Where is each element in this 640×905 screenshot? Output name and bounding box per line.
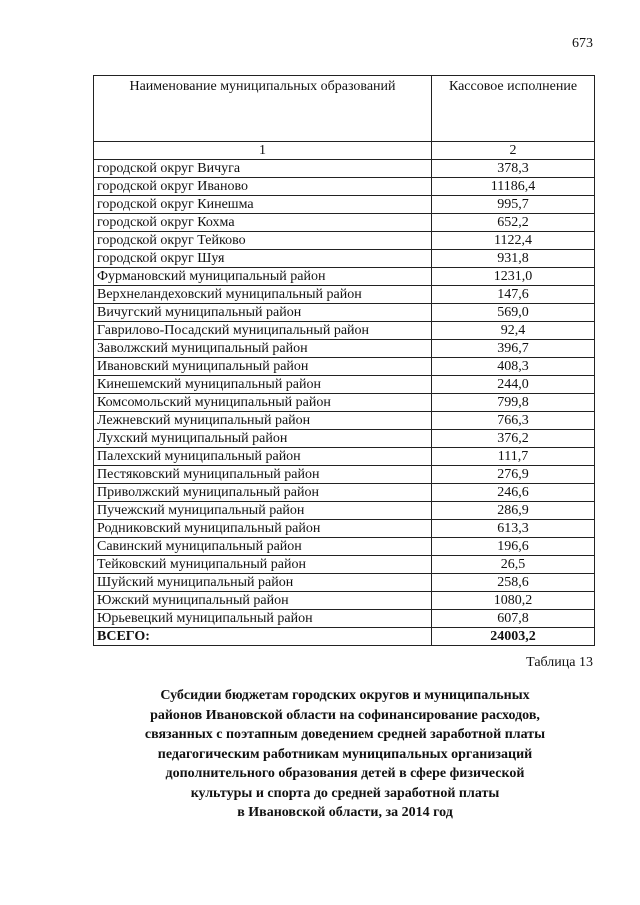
cash-execution-value: 258,6 [432,574,595,592]
column-number: 2 [432,142,595,160]
cash-execution-value: 26,5 [432,556,595,574]
cash-execution-value: 244,0 [432,376,595,394]
municipality-name: Комсомольский муниципальный район [94,394,432,412]
header-cash-execution: Кассовое исполнение [432,76,595,142]
municipality-name: Тейковский муниципальный район [94,556,432,574]
table-row [94,484,595,502]
cash-execution-value: 92,4 [432,322,595,340]
cash-execution-value: 1080,2 [432,592,595,610]
municipality-name: Кинешемский муниципальный район [94,376,432,394]
cash-execution-value: 799,8 [432,394,595,412]
cash-execution-value: 408,3 [432,358,595,376]
total-label: ВСЕГО: [94,628,432,646]
cash-execution-value: 569,0 [432,304,595,322]
table-row [94,574,595,592]
cash-execution-value: 11186,4 [432,178,595,196]
municipality-name: Юрьевецкий муниципальный район [94,610,432,628]
municipality-name: городской округ Вичуга [94,160,432,178]
column-number-row [94,142,595,160]
subsidy-title-line: районов Ивановской области на софинансирование расходов, [150,707,540,723]
table-row [94,340,595,358]
municipality-name: Вичугский муниципальный район [94,304,432,322]
table-row [94,592,595,610]
municipality-name: городской округ Кинешма [94,196,432,214]
table-row [94,394,595,412]
table-row [94,538,595,556]
cash-execution-value: 376,2 [432,430,595,448]
municipality-name: Родниковский муниципальный район [94,520,432,538]
municipality-name: Фурмановский муниципальный район [94,268,432,286]
table-header-row [94,76,595,142]
cash-execution-value: 766,3 [432,412,595,430]
subsidy-title-line: дополнительного образования детей в сфере физической [165,766,525,781]
table-row [94,376,595,394]
cash-execution-value: 1122,4 [432,232,595,250]
page-number: 673 [572,36,593,51]
table-row [94,214,595,232]
cash-execution-value: 1231,0 [432,268,595,286]
municipality-name: городской округ Шуя [94,250,432,268]
municipality-name: Пестяковский муниципальный район [94,466,432,484]
table-row [94,556,595,574]
municipality-name: Приволжский муниципальный район [94,484,432,502]
table-row [94,430,595,448]
subsidy-title-line: педагогическим работникам муниципальных организаций [157,746,533,762]
total-value: 24003,2 [432,628,595,646]
table-row [94,610,595,628]
cash-execution-value: 286,9 [432,502,595,520]
table-row [94,502,595,520]
table-row [94,466,595,484]
budget-table [93,75,595,646]
cash-execution-value: 246,6 [432,484,595,502]
table-row [94,322,595,340]
cash-execution-value: 276,9 [432,466,595,484]
municipality-name: городской округ Иваново [94,178,432,196]
cash-execution-value: 196,6 [432,538,595,556]
table-row [94,178,595,196]
municipality-name: Ивановский муниципальный район [94,358,432,376]
municipality-name: Лухский муниципальный район [94,430,432,448]
subsidy-title-line: связанных с поэтапным доведением средней заработной платы [144,727,546,742]
table-row [94,232,595,250]
municipality-name: Верхнеландеховский муниципальный район [94,286,432,304]
column-number: 1 [94,142,432,160]
table-row [94,520,595,538]
municipality-name: Палехский муниципальный район [94,448,432,466]
subsidy-title-line: культуры и спорта до средней заработной платы [190,785,500,801]
cash-execution-value: 396,7 [432,340,595,358]
municipality-name: Шуйский муниципальный район [94,574,432,592]
cash-execution-value: 931,8 [432,250,595,268]
municipality-name: Заволжский муниципальный район [94,340,432,358]
cash-execution-value: 147,6 [432,286,595,304]
municipality-name: городской округ Тейково [94,232,432,250]
table-row [94,412,595,430]
table-row [94,196,595,214]
municipality-name: Лежневский муниципальный район [94,412,432,430]
cash-execution-value: 652,2 [432,214,595,232]
subsidy-title [110,686,580,823]
cash-execution-value: 111,7 [432,448,595,466]
table-row [94,358,595,376]
table-row [94,304,595,322]
table-row [94,250,595,268]
cash-execution-value: 613,3 [432,520,595,538]
cash-execution-value: 607,8 [432,610,595,628]
total-row [94,628,595,646]
municipality-name: Гаврилово-Посадский муниципальный район [94,322,432,340]
municipality-name: Пучежский муниципальный район [94,502,432,520]
table-row [94,160,595,178]
table-row [94,268,595,286]
table-row [94,448,595,466]
cash-execution-value: 995,7 [432,196,595,214]
subsidy-title-line: в Ивановской области, за 2014 год [237,805,453,820]
table-caption: Таблица 13 [526,655,593,670]
header-municipality: Наименование муниципальных образований [94,76,432,142]
municipality-name: Южский муниципальный район [94,592,432,610]
cash-execution-value: 378,3 [432,160,595,178]
municipality-name: городской округ Кохма [94,214,432,232]
table-row [94,286,595,304]
municipality-name: Савинский муниципальный район [94,538,432,556]
subsidy-title-line: Субсидии бюджетам городских округов и муниципальных [160,688,530,703]
